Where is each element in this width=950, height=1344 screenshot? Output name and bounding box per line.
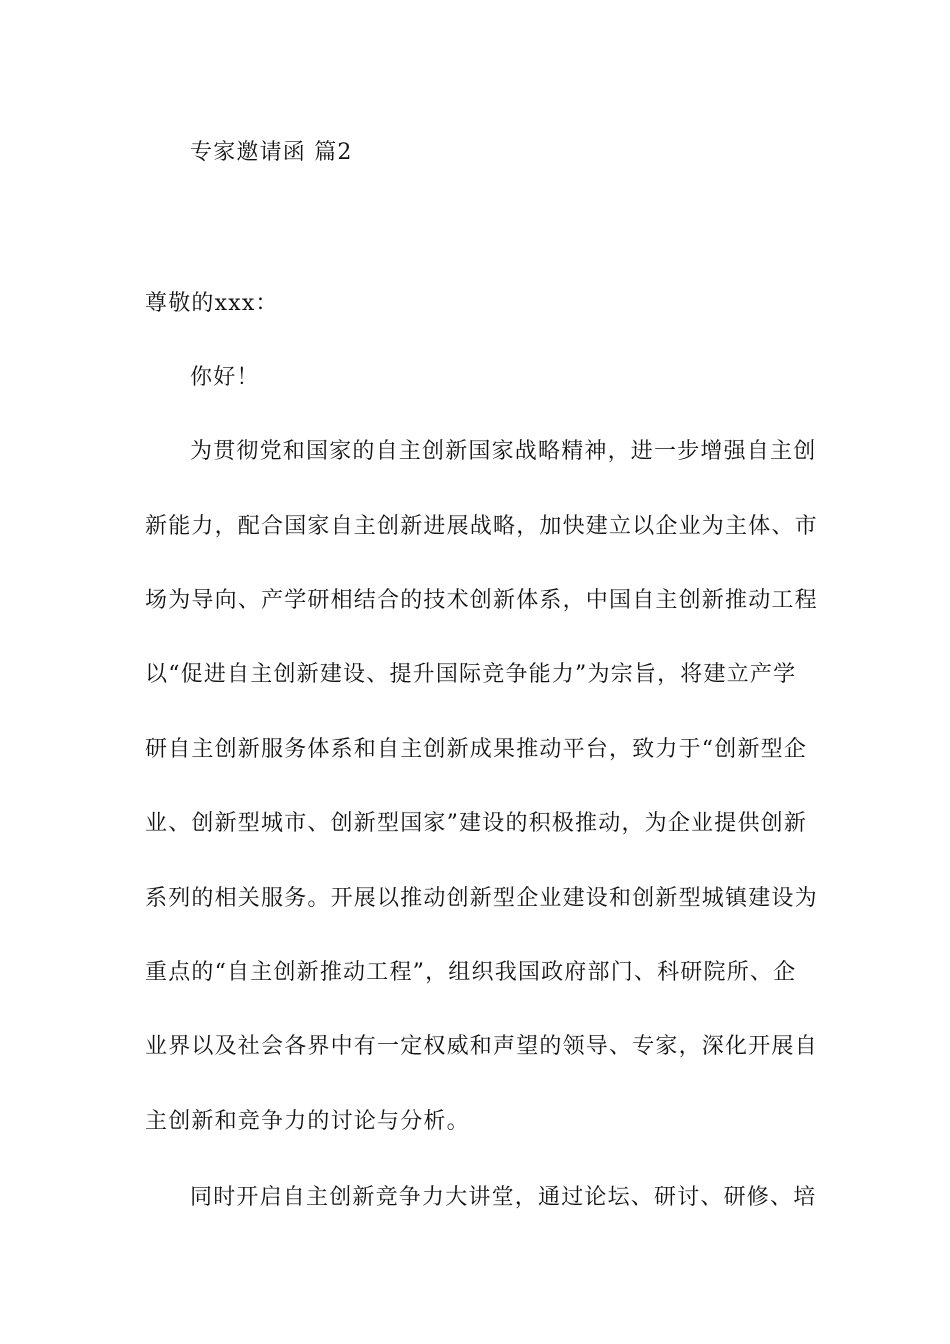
paragraph-line: 为贯彻党和国家的自主创新国家战略精神，进一步增强自主创 <box>190 439 817 464</box>
paragraph-line: 重点的“自主创新推动工程”，组织我国政府部门、科研院所、企 <box>145 960 797 985</box>
paragraph-line: 同时开启自主创新竞争力大讲堂，通过论坛、研讨、研修、培 <box>190 1185 817 1210</box>
paragraph-line: 业界以及社会各界中有一定权威和声望的领导、专家，深化开展自 <box>145 1034 818 1059</box>
paragraph-line: 研自主创新服务体系和自主创新成果推动平台，致力于“创新型企 <box>145 737 808 762</box>
paragraph-line: 系列的相关服务。开展以推动创新型企业建设和创新型城镇建设为 <box>145 886 818 911</box>
document-heading: 专家邀请函 篇2 <box>190 140 353 165</box>
greeting: 你好！ <box>190 365 260 390</box>
paragraph-line: 场为导向、产学研相结合的技术创新体系，中国自主创新推动工程 <box>145 588 818 613</box>
paragraph-line: 以“促进自主创新建设、提升国际竞争能力”为宗旨，将建立产学 <box>145 662 797 687</box>
paragraph-line: 新能力，配合国家自主创新进展战略，加快建立以企业为主体、市 <box>145 514 818 539</box>
salutation: 尊敬的xxx： <box>145 291 279 316</box>
paragraph-line: 业、创新型城市、创新型国家”建设的积极推动，为企业提供创新 <box>145 811 808 836</box>
paragraph-line: 主创新和竞争力的讨论与分析。 <box>145 1109 470 1134</box>
